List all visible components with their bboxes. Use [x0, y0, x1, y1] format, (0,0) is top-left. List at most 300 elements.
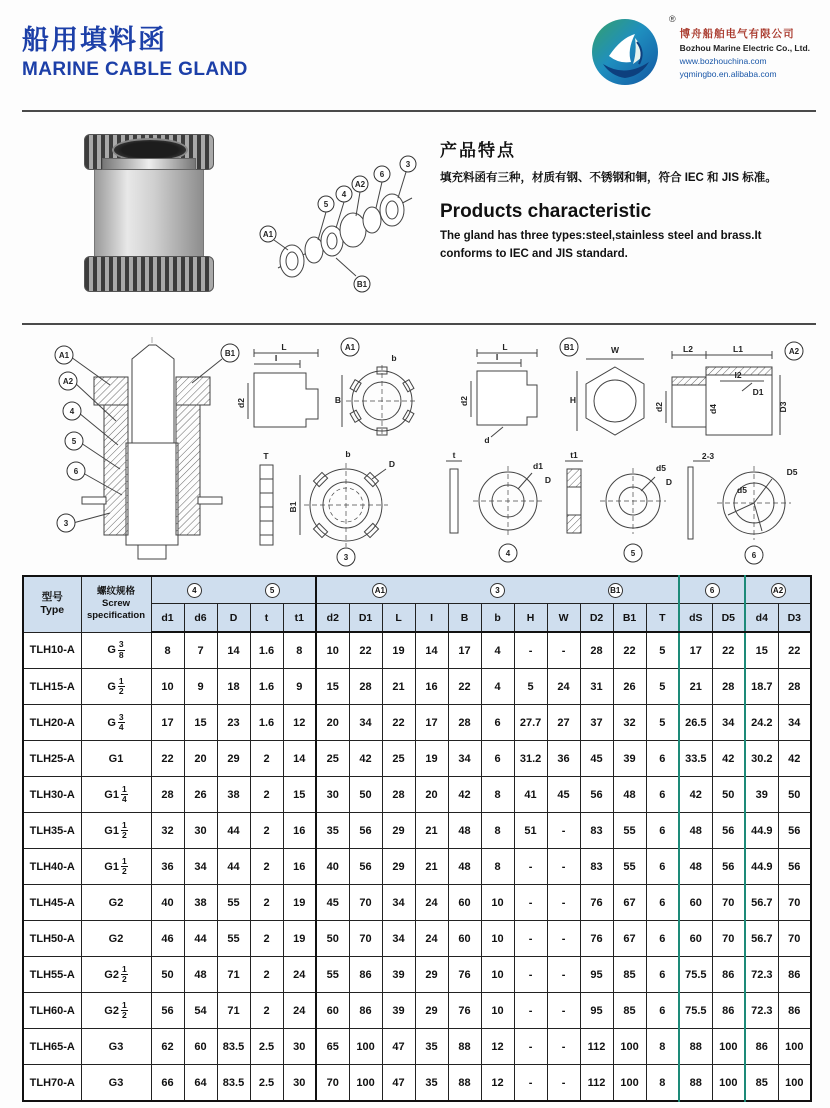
value-cell: 70: [316, 1065, 349, 1102]
part-b1-drawing: [459, 338, 644, 445]
value-cell: 76: [580, 885, 613, 921]
value-cell: 44: [184, 921, 217, 957]
value-cell: 31: [580, 669, 613, 705]
value-cell: 56: [712, 813, 745, 849]
screw-cell: G $\frac{1}{2}$: [81, 669, 151, 705]
exploded-callout: A2: [354, 180, 366, 189]
value-cell: 18.7: [745, 669, 778, 705]
value-cell: 27.7: [514, 705, 547, 741]
screw-cell: G $\frac{3}{4}$: [81, 705, 151, 741]
value-cell: 88: [679, 1065, 712, 1102]
value-cell: 5: [514, 669, 547, 705]
value-cell: 70: [778, 921, 811, 957]
table-row: [23, 669, 811, 705]
value-cell: 46: [151, 921, 184, 957]
dim-label: D: [544, 475, 552, 485]
dim-label: D: [665, 477, 673, 487]
value-cell: 1.6: [250, 669, 283, 705]
value-cell: 34: [778, 705, 811, 741]
part-a1-drawing: [236, 338, 418, 437]
value-cell: 19: [283, 885, 316, 921]
value-cell: -: [514, 957, 547, 993]
value-cell: 2.5: [250, 1065, 283, 1102]
value-cell: 56: [349, 849, 382, 885]
company-url-2: yqmingbo.en.alibaba.com: [679, 69, 777, 79]
value-cell: 72.3: [745, 993, 778, 1029]
dim-column-header: D3: [778, 604, 811, 633]
value-cell: 20: [415, 777, 448, 813]
dim-label: D3: [778, 401, 788, 413]
value-cell: -: [547, 1065, 580, 1102]
value-cell: 44: [217, 813, 250, 849]
value-cell: 83.5: [217, 1029, 250, 1065]
column-group-header: [151, 576, 316, 604]
value-cell: 25: [316, 741, 349, 777]
value-cell: 56.7: [745, 921, 778, 957]
value-cell: 26.5: [679, 705, 712, 741]
value-cell: 86: [778, 957, 811, 993]
value-cell: 17: [415, 705, 448, 741]
value-cell: 32: [151, 813, 184, 849]
value-cell: 7: [184, 632, 217, 669]
value-cell: 42: [712, 741, 745, 777]
dim-label: I: [495, 352, 499, 362]
value-cell: 19: [382, 632, 415, 669]
value-cell: 48: [613, 777, 646, 813]
value-cell: 76: [580, 921, 613, 957]
value-cell: -: [547, 813, 580, 849]
value-cell: 55: [613, 813, 646, 849]
type-cell: TLH50-A: [23, 921, 81, 957]
type-header: 型号 Type: [23, 576, 81, 632]
value-cell: 24: [415, 921, 448, 957]
value-cell: 10: [316, 632, 349, 669]
value-cell: 6: [646, 885, 679, 921]
value-cell: 100: [613, 1029, 646, 1065]
value-cell: 1.6: [250, 632, 283, 669]
dim-label: d4: [708, 404, 718, 414]
value-cell: 86: [712, 993, 745, 1029]
part-number-badge: 4: [187, 583, 202, 598]
value-cell: 28: [712, 669, 745, 705]
value-cell: 6: [481, 741, 514, 777]
value-cell: 56: [580, 777, 613, 813]
dim-column-header: b: [481, 604, 514, 633]
dim-column-header: d2: [316, 604, 349, 633]
value-cell: 100: [778, 1029, 811, 1065]
value-cell: 22: [712, 632, 745, 669]
features-title-cn: 产品特点: [440, 141, 516, 160]
dim-label: I: [274, 353, 278, 363]
dim-column-header: D5: [712, 604, 745, 633]
value-cell: 12: [283, 705, 316, 741]
table-row: [23, 885, 811, 921]
column-group-header: [745, 576, 811, 604]
value-cell: 8: [646, 1029, 679, 1065]
value-cell: 33.5: [679, 741, 712, 777]
value-cell: 65: [316, 1029, 349, 1065]
value-cell: 100: [349, 1029, 382, 1065]
value-cell: -: [547, 957, 580, 993]
features-desc-cn: 填充料函有三种，材质有钢、不锈钢和铜，符合 IEC 和 JIS 标准。: [440, 172, 777, 184]
part-3-drawing: [260, 449, 395, 566]
value-cell: 39: [382, 957, 415, 993]
part-4-drawing: [446, 450, 551, 562]
exploded-callout: 4: [341, 190, 347, 199]
value-cell: 17: [679, 632, 712, 669]
value-cell: 38: [184, 885, 217, 921]
type-cell: TLH70-A: [23, 1065, 81, 1102]
value-cell: 37: [580, 705, 613, 741]
type-cell: TLH55-A: [23, 957, 81, 993]
part-a2-callout: A2: [788, 347, 800, 356]
registered-mark: ®: [669, 14, 676, 24]
value-cell: 15: [316, 669, 349, 705]
value-cell: 100: [712, 1029, 745, 1065]
column-group-header: [316, 576, 679, 604]
dim-label: I2: [734, 370, 742, 380]
value-cell: 47: [382, 1029, 415, 1065]
title-block: [22, 26, 248, 81]
value-cell: 22: [349, 632, 382, 669]
spec-table: [22, 575, 812, 1102]
value-cell: 100: [778, 1065, 811, 1102]
value-cell: 50: [349, 777, 382, 813]
value-cell: 88: [448, 1029, 481, 1065]
dim-column-header: W: [547, 604, 580, 633]
value-cell: 88: [679, 1029, 712, 1065]
value-cell: 35: [415, 1029, 448, 1065]
header-divider: [22, 110, 816, 112]
page-title-cn: 船用填料函: [22, 25, 167, 55]
value-cell: 15: [745, 632, 778, 669]
value-cell: 54: [184, 993, 217, 1029]
value-cell: 55: [316, 957, 349, 993]
value-cell: 5: [646, 669, 679, 705]
dim-label: d2: [654, 402, 664, 412]
value-cell: 14: [415, 632, 448, 669]
screw-cell: G3: [81, 1029, 151, 1065]
value-cell: 40: [316, 849, 349, 885]
value-cell: 4: [481, 632, 514, 669]
dim-label: d2: [236, 398, 246, 408]
table-row: [23, 777, 811, 813]
value-cell: 83: [580, 849, 613, 885]
part-3-callout: 3: [343, 553, 349, 562]
type-cell: TLH10-A: [23, 632, 81, 669]
value-cell: 45: [316, 885, 349, 921]
dim-label: b: [345, 449, 351, 459]
table-row: [23, 741, 811, 777]
company-text: [680, 26, 810, 79]
dim-label: B1: [288, 501, 298, 513]
value-cell: 9: [184, 669, 217, 705]
value-cell: 24: [415, 885, 448, 921]
type-cell: TLH15-A: [23, 669, 81, 705]
value-cell: 67: [613, 885, 646, 921]
part-5-callout: 5: [630, 549, 636, 558]
value-cell: 19: [283, 921, 316, 957]
value-cell: 17: [448, 632, 481, 669]
value-cell: 8: [151, 632, 184, 669]
screw-cell: G3: [81, 1065, 151, 1102]
value-cell: 24: [283, 957, 316, 993]
value-cell: 83.5: [217, 1065, 250, 1102]
value-cell: 6: [646, 993, 679, 1029]
value-cell: 29: [415, 957, 448, 993]
screw-cell: G1: [81, 741, 151, 777]
value-cell: 19: [415, 741, 448, 777]
value-cell: 8: [481, 813, 514, 849]
type-cell: TLH45-A: [23, 885, 81, 921]
value-cell: 2: [250, 741, 283, 777]
value-cell: 71: [217, 957, 250, 993]
value-cell: -: [514, 849, 547, 885]
value-cell: 44.9: [745, 813, 778, 849]
dim-label: D: [388, 459, 396, 469]
value-cell: 42: [778, 741, 811, 777]
company-url-1: www.bozhouchina.com: [679, 56, 767, 66]
screw-cell: G2 $\frac{1}{2}$: [81, 957, 151, 993]
dim-label: B: [334, 395, 342, 405]
part-number-badge: 3: [490, 583, 505, 598]
part-6-drawing: [688, 451, 798, 564]
assembly-drawing: [55, 337, 239, 561]
exploded-callout: 5: [323, 200, 329, 209]
value-cell: 34: [448, 741, 481, 777]
value-cell: 18: [217, 669, 250, 705]
value-cell: 28: [382, 777, 415, 813]
type-cell: TLH20-A: [23, 705, 81, 741]
value-cell: 55: [613, 849, 646, 885]
value-cell: 76: [448, 993, 481, 1029]
assembly-callout: B1: [224, 349, 236, 358]
value-cell: 85: [613, 993, 646, 1029]
value-cell: 47: [382, 1065, 415, 1102]
type-cell: TLH30-A: [23, 777, 81, 813]
value-cell: 23: [217, 705, 250, 741]
part-6-callout: 6: [751, 551, 757, 560]
value-cell: 29: [382, 849, 415, 885]
screw-cell: G1 $\frac{1}{4}$: [81, 777, 151, 813]
screw-cell: G2: [81, 885, 151, 921]
part-number-badge: 5: [265, 583, 280, 598]
value-cell: 60: [679, 921, 712, 957]
value-cell: 86: [349, 993, 382, 1029]
value-cell: 6: [646, 849, 679, 885]
value-cell: 1.6: [250, 705, 283, 741]
value-cell: 30.2: [745, 741, 778, 777]
part-a2-drawing: [654, 342, 803, 435]
value-cell: 28: [349, 669, 382, 705]
value-cell: 112: [580, 1065, 613, 1102]
value-cell: 6: [646, 777, 679, 813]
features-desc-en: The gland has three types:steel,stainless steel and brass.It conforms to IEC and JIS standard.: [440, 230, 762, 260]
value-cell: 44: [217, 849, 250, 885]
page-header: [22, 10, 816, 110]
value-cell: 66: [151, 1065, 184, 1102]
screw-cell: G2 $\frac{1}{2}$: [81, 993, 151, 1029]
dim-label: D5: [786, 467, 798, 477]
value-cell: 86: [712, 957, 745, 993]
exploded-callout: B1: [356, 280, 368, 289]
value-cell: 2.5: [250, 1029, 283, 1065]
dim-column-header: L: [382, 604, 415, 633]
value-cell: 16: [283, 813, 316, 849]
value-cell: 2: [250, 921, 283, 957]
dim-column-header: T: [646, 604, 679, 633]
value-cell: 39: [382, 993, 415, 1029]
value-cell: 67: [613, 921, 646, 957]
value-cell: 2: [250, 777, 283, 813]
value-cell: 50: [712, 777, 745, 813]
value-cell: 10: [481, 921, 514, 957]
dim-label: L1: [733, 344, 743, 354]
value-cell: 2: [250, 849, 283, 885]
value-cell: 2: [250, 957, 283, 993]
value-cell: 30: [283, 1029, 316, 1065]
value-cell: 41: [514, 777, 547, 813]
value-cell: 85: [613, 957, 646, 993]
dim-label: H: [569, 395, 577, 405]
value-cell: 16: [283, 849, 316, 885]
value-cell: 26: [184, 777, 217, 813]
assembly-callout: 3: [63, 519, 69, 528]
value-cell: 28: [778, 669, 811, 705]
value-cell: 48: [448, 813, 481, 849]
dim-label: T: [263, 451, 269, 461]
value-cell: -: [514, 1029, 547, 1065]
value-cell: 83: [580, 813, 613, 849]
value-cell: 8: [646, 1065, 679, 1102]
value-cell: 20: [184, 741, 217, 777]
value-cell: 30: [316, 777, 349, 813]
table-row: [23, 1029, 811, 1065]
type-cell: TLH35-A: [23, 813, 81, 849]
value-cell: 22: [448, 669, 481, 705]
value-cell: 35: [316, 813, 349, 849]
part-a1-callout: A1: [344, 343, 356, 352]
dim-column-header: B: [448, 604, 481, 633]
value-cell: 44.9: [745, 849, 778, 885]
table-row: [23, 921, 811, 957]
screw-cell: G2: [81, 921, 151, 957]
value-cell: 95: [580, 957, 613, 993]
column-group-header: [679, 576, 745, 604]
value-cell: 21: [382, 669, 415, 705]
part-number-badge: 6: [705, 583, 720, 598]
table-row: [23, 813, 811, 849]
part-number-badge: A1: [372, 583, 387, 598]
dim-column-header: B1: [613, 604, 646, 633]
table-row: [23, 849, 811, 885]
dim-column-header: D1: [349, 604, 382, 633]
value-cell: 48: [184, 957, 217, 993]
dim-label: t: [452, 450, 456, 460]
value-cell: 48: [679, 849, 712, 885]
value-cell: 56: [349, 813, 382, 849]
dim-label: 2-3: [701, 451, 715, 461]
value-cell: -: [514, 921, 547, 957]
value-cell: 34: [712, 705, 745, 741]
value-cell: 10: [481, 993, 514, 1029]
exploded-diagram: [240, 146, 440, 311]
value-cell: 34: [184, 849, 217, 885]
assembly-callout: 5: [71, 437, 77, 446]
value-cell: 26: [613, 669, 646, 705]
value-cell: 45: [580, 741, 613, 777]
value-cell: 100: [613, 1065, 646, 1102]
section-divider: [22, 323, 816, 325]
value-cell: 5: [646, 705, 679, 741]
product-section: [22, 132, 816, 311]
value-cell: -: [514, 993, 547, 1029]
value-cell: 8: [481, 849, 514, 885]
dim-label: d5: [656, 463, 666, 473]
value-cell: -: [547, 1029, 580, 1065]
value-cell: 36: [151, 849, 184, 885]
table-row: [23, 957, 811, 993]
value-cell: -: [514, 885, 547, 921]
value-cell: 29: [382, 813, 415, 849]
value-cell: 70: [712, 885, 745, 921]
value-cell: 2: [250, 885, 283, 921]
value-cell: 76: [448, 957, 481, 993]
part-4-callout: 4: [505, 549, 511, 558]
dim-label: b: [391, 353, 397, 363]
value-cell: 27: [547, 705, 580, 741]
value-cell: -: [514, 632, 547, 669]
value-cell: 42: [448, 777, 481, 813]
value-cell: 9: [283, 669, 316, 705]
value-cell: 42: [679, 777, 712, 813]
value-cell: 40: [151, 885, 184, 921]
value-cell: 15: [184, 705, 217, 741]
value-cell: 28: [448, 705, 481, 741]
type-cell: TLH60-A: [23, 993, 81, 1029]
value-cell: 12: [481, 1065, 514, 1102]
value-cell: 6: [646, 813, 679, 849]
dim-label: d2: [459, 396, 469, 406]
exploded-callout: A1: [262, 230, 274, 239]
value-cell: 50: [151, 957, 184, 993]
value-cell: 14: [217, 632, 250, 669]
value-cell: 86: [349, 957, 382, 993]
value-cell: 71: [217, 993, 250, 1029]
value-cell: 21: [415, 813, 448, 849]
value-cell: 28: [580, 632, 613, 669]
part-number-badge: A2: [771, 583, 786, 598]
type-cell: TLH40-A: [23, 849, 81, 885]
value-cell: -: [547, 921, 580, 957]
value-cell: 70: [778, 885, 811, 921]
gland-bottom-cap: [84, 256, 214, 292]
value-cell: 21: [415, 849, 448, 885]
value-cell: 112: [580, 1029, 613, 1065]
part-5-drawing: [565, 450, 672, 562]
value-cell: 42: [349, 741, 382, 777]
value-cell: 34: [382, 885, 415, 921]
value-cell: 6: [646, 957, 679, 993]
value-cell: 6: [646, 741, 679, 777]
value-cell: 28: [151, 777, 184, 813]
value-cell: 88: [448, 1065, 481, 1102]
value-cell: 14: [283, 741, 316, 777]
value-cell: 56: [712, 849, 745, 885]
value-cell: -: [514, 1065, 547, 1102]
value-cell: 100: [349, 1065, 382, 1102]
value-cell: 30: [283, 1065, 316, 1102]
